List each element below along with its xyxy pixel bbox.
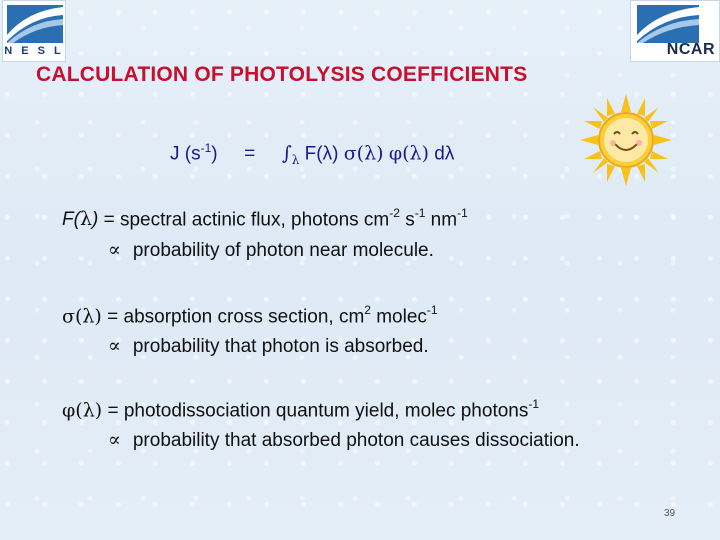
eq-dlambda: dλ <box>434 143 455 165</box>
eq-phi: φ(λ) <box>388 142 429 165</box>
eq-integral: ∫ <box>281 142 292 165</box>
ncar-swoosh-icon <box>637 5 699 43</box>
page-number: 39 <box>664 508 676 519</box>
def3-eq: = <box>102 400 124 422</box>
def1-symbol: F(λ) <box>62 208 99 231</box>
definition-quantum-yield-subline <box>108 429 580 452</box>
def2-text-b: molec <box>370 306 427 328</box>
def2-exp-b: -1 <box>426 303 438 317</box>
def1-subline: probability of photon near molecule. <box>132 240 434 261</box>
eq-lhs-exp: -1 <box>200 141 212 155</box>
ncar-logo <box>630 0 720 62</box>
definition-quantum-yield <box>62 398 539 422</box>
def1-eq: = <box>98 209 120 231</box>
def3-symbol: φ(λ) <box>62 399 103 422</box>
nesl-logo <box>2 0 66 62</box>
ncar-logo-text: NCAR <box>666 41 715 58</box>
definition-cross-section-subline <box>108 335 429 358</box>
smiling-sun-icon <box>580 94 672 186</box>
definition-actinic-flux <box>62 207 468 231</box>
eq-lhs-close: ) <box>211 143 218 165</box>
definition-actinic-flux-subline <box>108 239 434 262</box>
eq-F: F(λ) <box>304 143 339 165</box>
nesl-logo-text: N E S L <box>4 45 64 57</box>
def1-exp-c: -1 <box>457 206 468 220</box>
def1-exp-b: -1 <box>414 206 426 220</box>
def1-text-a: spectral actinic flux, photons cm <box>119 209 390 231</box>
def2-exp-a: 2 <box>364 303 371 317</box>
photolysis-equation <box>170 141 454 167</box>
def2-text-a: absorption cross section, cm <box>123 306 365 328</box>
def1-text-b: s <box>399 209 415 231</box>
proportional-symbol: ∝ <box>108 429 121 451</box>
definition-cross-section <box>62 304 438 328</box>
proportional-symbol: ∝ <box>108 239 121 261</box>
def3-exp-a: -1 <box>528 397 540 411</box>
def3-subline: probability that absorbed photon causes dissociation. <box>132 430 580 451</box>
def2-subline: probability that photon is absorbed. <box>132 336 429 357</box>
eq-integral-sub: λ <box>291 153 300 168</box>
def1-exp-a: -2 <box>389 206 400 220</box>
def1-text-c: nm <box>425 209 458 231</box>
eq-equals: = <box>244 143 256 165</box>
def3-text-a: photodissociation quantum yield, molec photons <box>123 400 529 422</box>
def2-eq: = <box>101 306 124 328</box>
proportional-symbol: ∝ <box>108 335 121 357</box>
eq-lhs: J (s <box>170 143 201 165</box>
nesl-swoosh-icon <box>7 5 63 43</box>
eq-sigma: σ(λ) <box>343 142 384 165</box>
slide-title: CALCULATION OF PHOTOLYSIS COEFFICIENTS <box>36 63 528 86</box>
def2-symbol: σ(λ) <box>62 305 102 328</box>
